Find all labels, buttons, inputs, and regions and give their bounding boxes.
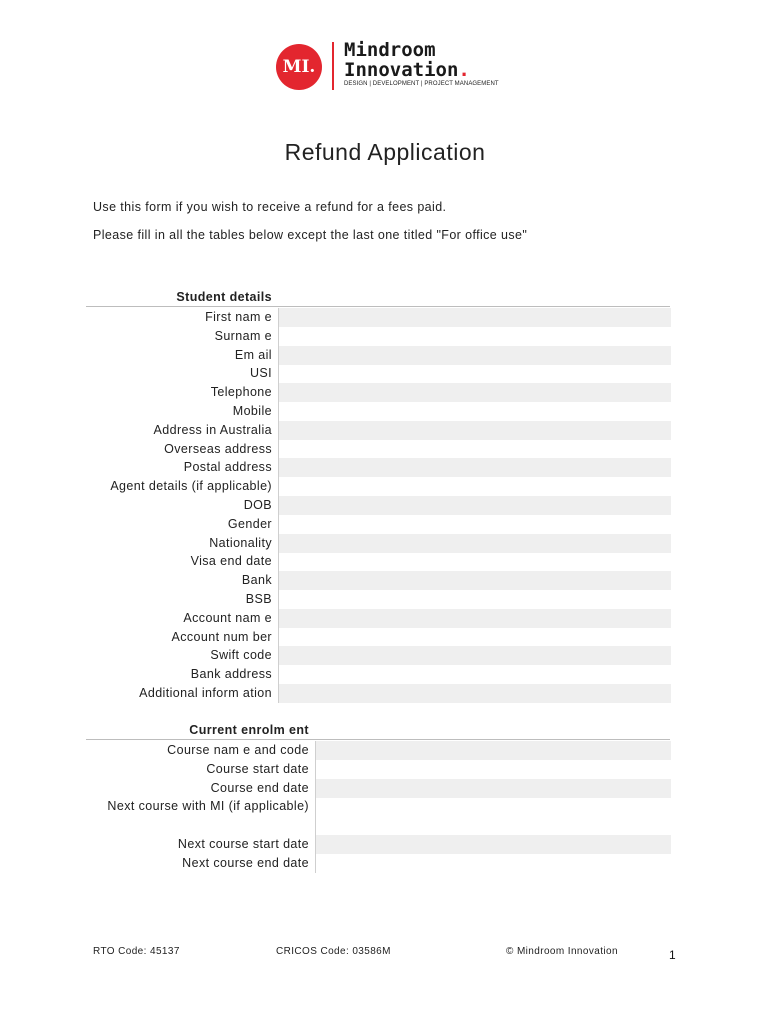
- field-label: Telephone: [210, 385, 272, 400]
- field-input[interactable]: [278, 402, 671, 421]
- field-label: Next course with MI (if applicable): [107, 799, 309, 814]
- field-input[interactable]: [278, 458, 671, 477]
- form-row: [86, 346, 670, 365]
- company-logo: [276, 40, 506, 92]
- form-row: [86, 515, 670, 534]
- footer-rto-code: RTO Code: 45137: [93, 946, 180, 957]
- form-row: [86, 402, 670, 421]
- intro-line-1: Use this form if you wish to receive a refund for a fees paid.: [93, 200, 447, 214]
- form-row: [86, 684, 670, 703]
- field-label: Bank: [241, 573, 272, 588]
- form-row: [86, 590, 670, 609]
- field-label: BSB: [245, 592, 272, 606]
- form-row: [86, 383, 670, 402]
- logo-divider: [332, 42, 334, 90]
- field-label: DOB: [243, 498, 272, 512]
- form-row: [86, 665, 670, 684]
- field-label: Additional inform ation: [139, 686, 272, 700]
- field-label: Em ail: [234, 347, 272, 362]
- field-label: Account num ber: [171, 629, 272, 644]
- form-row: [86, 477, 670, 496]
- field-input[interactable]: [315, 779, 671, 798]
- form-row: [86, 327, 670, 346]
- field-input[interactable]: [278, 421, 671, 440]
- field-input[interactable]: [278, 609, 671, 628]
- field-input[interactable]: [315, 797, 671, 835]
- form-row: [86, 741, 670, 760]
- field-label: Account nam e: [183, 610, 272, 625]
- field-input[interactable]: [278, 440, 671, 459]
- form-row: [86, 609, 670, 628]
- logo-mark: MI.: [276, 44, 322, 90]
- form-row: [86, 797, 670, 835]
- field-input[interactable]: [278, 383, 671, 402]
- field-input[interactable]: [278, 477, 671, 496]
- footer-copyright: © Mindroom Innovation: [506, 946, 618, 957]
- field-label: First nam e: [205, 310, 272, 324]
- field-label: Overseas address: [164, 441, 272, 456]
- field-input[interactable]: [315, 760, 671, 779]
- field-input[interactable]: [278, 646, 671, 665]
- field-label: Agent details (if applicable): [110, 479, 272, 494]
- field-input[interactable]: [315, 741, 671, 760]
- field-label: Course start date: [206, 761, 309, 776]
- footer-cricos-code: CRICOS Code: 03586M: [276, 946, 391, 957]
- page-number: 1: [669, 948, 676, 962]
- logo-tagline: DESIGN | DEVELOPMENT | PROJECT MANAGEMENT: [344, 81, 499, 87]
- field-label: Swift code: [210, 648, 272, 663]
- field-label: Mobile: [232, 404, 272, 418]
- field-input[interactable]: [278, 684, 671, 703]
- form-row: [86, 835, 670, 854]
- field-label: USI: [249, 366, 272, 381]
- form-row: [86, 496, 670, 515]
- form-row: [86, 308, 670, 327]
- field-label: Visa end date: [190, 554, 272, 569]
- form-row: [86, 458, 670, 477]
- form-row: [86, 440, 670, 459]
- field-label: Surnam e: [214, 328, 272, 343]
- field-input[interactable]: [278, 346, 671, 365]
- field-label: Next course start date: [177, 837, 309, 852]
- field-input[interactable]: [278, 496, 671, 515]
- field-label: Bank address: [190, 667, 272, 682]
- field-input[interactable]: [278, 571, 671, 590]
- field-input[interactable]: [278, 552, 671, 571]
- student-details-heading: Student details: [176, 290, 272, 304]
- field-input[interactable]: [278, 515, 671, 534]
- field-input[interactable]: [315, 854, 671, 873]
- form-row: [86, 779, 670, 798]
- form-row: [86, 364, 670, 383]
- field-label: Course nam e and code: [167, 743, 309, 757]
- student-details-rule: [86, 306, 670, 307]
- field-label: Address in Australia: [153, 422, 272, 437]
- logo-name-line2: Innovation.: [344, 59, 470, 81]
- field-label: Next course end date: [182, 856, 309, 871]
- page-title: Refund Application: [284, 139, 486, 165]
- form-row: [86, 646, 670, 665]
- form-row: [86, 854, 670, 873]
- field-label: Nationality: [209, 535, 272, 550]
- field-input[interactable]: [278, 590, 671, 609]
- field-input[interactable]: [315, 835, 671, 854]
- form-row: [86, 571, 670, 590]
- field-label: Postal address: [183, 460, 272, 475]
- intro-line-2: Please fill in all the tables below except the last one titled "For office use": [93, 228, 528, 242]
- current-enrolment-rule: [86, 739, 670, 740]
- field-label: Gender: [227, 516, 272, 531]
- form-row: [86, 421, 670, 440]
- current-enrolment-heading: Current enrolm ent: [189, 723, 309, 737]
- form-row: [86, 534, 670, 553]
- logo-wordmark: [344, 40, 470, 80]
- field-label: Course end date: [210, 780, 309, 795]
- form-row: [86, 628, 670, 647]
- form-row: [86, 760, 670, 779]
- field-input[interactable]: [278, 327, 671, 346]
- logo-name-line1: Mindroom: [344, 39, 436, 61]
- field-input[interactable]: [278, 364, 671, 383]
- field-input[interactable]: [278, 628, 671, 647]
- field-input[interactable]: [278, 534, 671, 553]
- field-input[interactable]: [278, 665, 671, 684]
- field-input[interactable]: [278, 308, 671, 327]
- form-row: [86, 552, 670, 571]
